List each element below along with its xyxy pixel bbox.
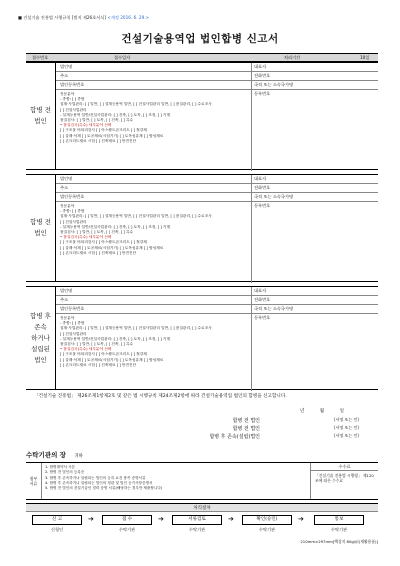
step-box: 확인(승인) xyxy=(242,515,292,525)
business-line-highlight: • 품질검사(특수) 세부분야 선택 xyxy=(60,235,112,240)
attachment-item: 1. 합병계약서 사본 xyxy=(45,465,76,469)
procedure-step xyxy=(172,515,222,533)
document-title: 건설기술용역업 법인합병 신고서 xyxy=(121,33,279,45)
business-field-block[interactable] xyxy=(56,202,378,283)
address-label: 주소 xyxy=(60,296,69,302)
signature-line[interactable] xyxy=(150,425,380,432)
revision-date: <개정 2016. 6. 29.> xyxy=(107,15,150,20)
paper-spec: 210mm×297mm[백상지 80g/㎡(재활용품)] xyxy=(300,539,378,544)
section-label-line: 법인 xyxy=(34,229,47,237)
address-row[interactable] xyxy=(56,72,378,81)
procedure-step xyxy=(314,515,364,533)
section-label xyxy=(26,287,56,389)
attachments-label xyxy=(26,463,42,499)
receipt-row xyxy=(26,53,378,62)
step-actor: 수탁기관 xyxy=(330,527,348,532)
corp-reg-number-label: 법인등록번호 xyxy=(60,81,85,87)
section-post-merger xyxy=(26,286,378,390)
arrow-right-icon: ➔ xyxy=(228,515,234,523)
registration-number-label: 등록번호 xyxy=(254,203,271,208)
seal-label: (서명 또는 인) xyxy=(334,433,359,438)
corp-reg-row[interactable] xyxy=(56,81,378,90)
business-line: [ ] 구조물 비파괴검사 [ ] 아스팔트콘크리트 [ ] 철강재 xyxy=(60,240,147,245)
signer-label: 합병 전 법인 xyxy=(232,426,260,432)
corp-reg-row[interactable] xyxy=(56,305,378,314)
business-line: 품질검사: [ ] 일반, [ ] 토목, [ ] 건축, [ ] 특수 xyxy=(60,342,134,347)
phone-label: 전화번호 xyxy=(254,184,271,190)
attachment-item: 3. 합병 후 존속하거나 설립되는 법인의 등록 요건 충족 증명서류 xyxy=(45,475,146,480)
form-reference xyxy=(18,16,149,21)
step-actor: 신청인 xyxy=(50,527,64,532)
business-line: [ ] 건설사업관리 xyxy=(60,107,87,112)
procedure-flow xyxy=(26,514,378,536)
registration-number-label: 등록번호 xyxy=(254,315,271,320)
step-box: 서류검토 xyxy=(172,515,222,525)
address-row[interactable] xyxy=(56,184,378,193)
section-label-line: 합병 후 xyxy=(30,311,51,320)
business-line: [ ] 구조물 비파괴검사 [ ] 아스팔트콘크리트 [ ] 철강재 xyxy=(60,128,147,133)
business-line: [ ] 골재·석재 [ ] 토공재료(시험기기) [ ] 토목섬유재 [ ] 합성재료 xyxy=(60,357,164,362)
step-actor: 수탁기관 xyxy=(118,527,136,532)
seal-label: (서명 또는 인) xyxy=(334,425,359,430)
step-actor: 수탁기관 xyxy=(188,527,206,532)
form-reference-text: ■ 건설기술 진흥법 시행규칙 [별지 제26호서식] xyxy=(18,15,106,20)
attachments-label-line: 첨부 xyxy=(29,476,38,481)
business-line: [ ] 구조물 비파괴검사 [ ] 아스팔트콘크리트 [ ] 철강재 xyxy=(60,352,147,357)
corp-reg-number-label: 법인등록번호 xyxy=(60,305,85,311)
declaration-text: 「건설기술 진흥법」 제26조제1항제2호 및 같은 법 시행규칙 제24조제2항에 따라 건설기술용역업 법인의 합병을 신고합니다. xyxy=(34,394,287,399)
recipient-suffix: 귀하 xyxy=(74,454,83,459)
business-field-block[interactable] xyxy=(56,314,378,391)
corp-name-row[interactable] xyxy=(56,287,378,296)
attachment-item: 5. 합병 전 법인의 건설기술인 경력 증명 서류(해당하는 경우만 제출합니다) xyxy=(45,486,163,491)
representative-label: 대표자 xyxy=(254,63,267,69)
section-label-line: 합병 전 xyxy=(30,106,51,114)
procedure-title: 처리절차 xyxy=(26,503,378,512)
attachment-item: 2. 합병 전 법인의 등록증 xyxy=(45,470,85,475)
nationality-label: 국적 또는 소속국가명 xyxy=(254,81,294,87)
arrow-right-icon: ➔ xyxy=(88,515,94,523)
business-line: [ ] 콘크리트재료 시험 [ ] 건축재료 [ ] 안전진단 xyxy=(60,138,137,143)
attachment-item: 4. 합병 후 존속하거나 설립되는 법인의 정관 및 법인 등기사항증명서 xyxy=(45,480,153,485)
business-line: - 종합: [ ] 종합 xyxy=(60,321,85,326)
nationality-label: 국적 또는 소속국가명 xyxy=(254,305,294,311)
corp-name-label: 법인명 xyxy=(60,175,73,181)
section-label-line: 법인 xyxy=(34,355,47,364)
step-box: 통보 xyxy=(314,515,364,525)
section-pre-merger-1 xyxy=(26,62,378,170)
recipient-title: 수탁기관의 장 xyxy=(26,451,66,459)
seal-label: (서명 또는 인) xyxy=(334,417,359,422)
signer-label: 합병 후 존속(설립)법인 xyxy=(209,434,260,440)
corp-reg-number-label: 법인등록번호 xyxy=(60,193,85,199)
representative-label: 대표자 xyxy=(254,175,267,181)
attachments-table xyxy=(26,462,378,500)
corp-reg-row[interactable] xyxy=(56,193,378,202)
business-field-block[interactable] xyxy=(56,90,378,171)
processing-days: 10일 xyxy=(360,54,370,60)
business-line: [ ] 골재·석재 [ ] 토공재료(시험기기) [ ] 토목섬유재 [ ] 합성재료 xyxy=(60,245,164,250)
day-label: 일 xyxy=(339,409,344,414)
business-line: [ ] 건설사업관리 xyxy=(60,331,87,336)
section-label xyxy=(26,175,56,281)
fee-text: 「건설기술 진흥법 시행령」 제120조에 따른 수수료 xyxy=(315,473,374,483)
recipient-line xyxy=(26,450,83,459)
business-line: [ ] 콘크리트재료 시험 [ ] 건축재료 [ ] 안전진단 xyxy=(60,250,137,255)
business-line: [ ] 콘크리트재료 시험 [ ] 건축재료 [ ] 안전진단 xyxy=(60,362,137,367)
phone-label: 전화번호 xyxy=(254,72,271,78)
arrow-right-icon: ➔ xyxy=(158,515,164,523)
step-box: 접 수 xyxy=(102,515,152,525)
step-box: 신 고 xyxy=(32,515,82,525)
business-line: - 종합: [ ] 종합 xyxy=(60,97,85,102)
corp-name-row[interactable] xyxy=(56,175,378,184)
year-label: 년 xyxy=(300,409,305,414)
section-label-line: 존속 xyxy=(34,322,47,331)
section-label-line: 법인 xyxy=(34,117,47,125)
receipt-number-label: 접수번호 xyxy=(32,54,49,60)
section-pre-merger-2 xyxy=(26,174,378,282)
business-line: - 설계등용역 일반/건설사업관리: [ ] 건축, [ ] 토목, [ ] 조경, [ ] 기계 xyxy=(60,224,171,229)
signature-line[interactable] xyxy=(150,433,380,440)
nationality-label: 국적 또는 소속국가명 xyxy=(254,193,294,199)
corp-name-label: 법인명 xyxy=(60,287,73,293)
signer-label: 합병 전 법인 xyxy=(232,418,260,424)
business-line: 설계·사업관리: [ ] 일반, [ ] 설계등용역 일반, [ ] 건설사업관리 일반, [ ] 품질관리, [ ] 수로조사 xyxy=(60,214,212,219)
business-line: 품질검사: [ ] 일반, [ ] 토목, [ ] 건축, [ ] 특수 xyxy=(60,118,134,123)
date-line[interactable] xyxy=(300,408,344,414)
business-line-highlight: • 품질검사(특수) 세부분야 선택 xyxy=(60,347,112,352)
procedure-step xyxy=(32,515,82,533)
registration-number-label: 등록번호 xyxy=(254,91,271,96)
signature-line[interactable] xyxy=(150,417,380,424)
procedure-step xyxy=(242,515,292,533)
business-line: 전문분야 xyxy=(60,316,75,320)
corp-name-label: 법인명 xyxy=(60,63,73,69)
business-line: - 종합: [ ] 종합 xyxy=(60,209,85,214)
business-line: 전문분야 xyxy=(60,92,75,96)
business-line: [ ] 건설사업관리 xyxy=(60,219,87,224)
step-actor: 수탁기관 xyxy=(258,527,276,532)
business-line: 설계·사업관리: [ ] 일반, [ ] 설계등용역 일반, [ ] 건설사업관리 일반, [ ] 품질관리, [ ] 수로조사 xyxy=(60,326,212,331)
business-line: - 설계등용역 일반/건설사업관리: [ ] 건축, [ ] 토목, [ ] 조경, [ ] 기계 xyxy=(60,112,171,117)
month-label: 월 xyxy=(319,409,325,414)
section-label-line: 합병 전 xyxy=(30,218,51,226)
processing-period-label: 처리기간 xyxy=(284,54,301,60)
business-line-highlight: • 품질검사(특수) 세부분야 선택 xyxy=(60,123,112,128)
fee-box xyxy=(310,463,378,499)
phone-label: 전화번호 xyxy=(254,296,271,302)
attachments-label-line: 서류 xyxy=(29,481,38,486)
address-label: 주소 xyxy=(60,72,69,78)
section-label-line: 하거나 xyxy=(31,333,50,342)
business-line: - 설계등용역 일반/건설사업관리: [ ] 건축, [ ] 토목, [ ] 조경, [ ] 기계 xyxy=(60,336,171,341)
business-line: [ ] 골재·석재 [ ] 토공재료(시험기기) [ ] 토목섬유재 [ ] 합성재료 xyxy=(60,133,164,138)
procedure-step xyxy=(102,515,152,533)
representative-label: 대표자 xyxy=(254,287,267,293)
address-label: 주소 xyxy=(60,184,69,190)
address-row[interactable] xyxy=(56,296,378,305)
fee-title: 수수료 xyxy=(311,463,378,471)
section-label xyxy=(26,63,56,169)
receipt-date-label: 접수일자 xyxy=(114,54,131,60)
corp-name-row[interactable] xyxy=(56,63,378,72)
section-label-line: 설립된 xyxy=(31,344,50,353)
business-line: 설계·사업관리: [ ] 일반, [ ] 설계등용역 일반, [ ] 건설사업관리 일반, [ ] 품질관리, [ ] 수로조사 xyxy=(60,102,212,107)
business-line: 전문분야 xyxy=(60,204,75,208)
arrow-right-icon: ➔ xyxy=(298,515,304,523)
attachments-list xyxy=(45,465,307,491)
business-line: 품질검사: [ ] 일반, [ ] 토목, [ ] 건축, [ ] 특수 xyxy=(60,230,134,235)
